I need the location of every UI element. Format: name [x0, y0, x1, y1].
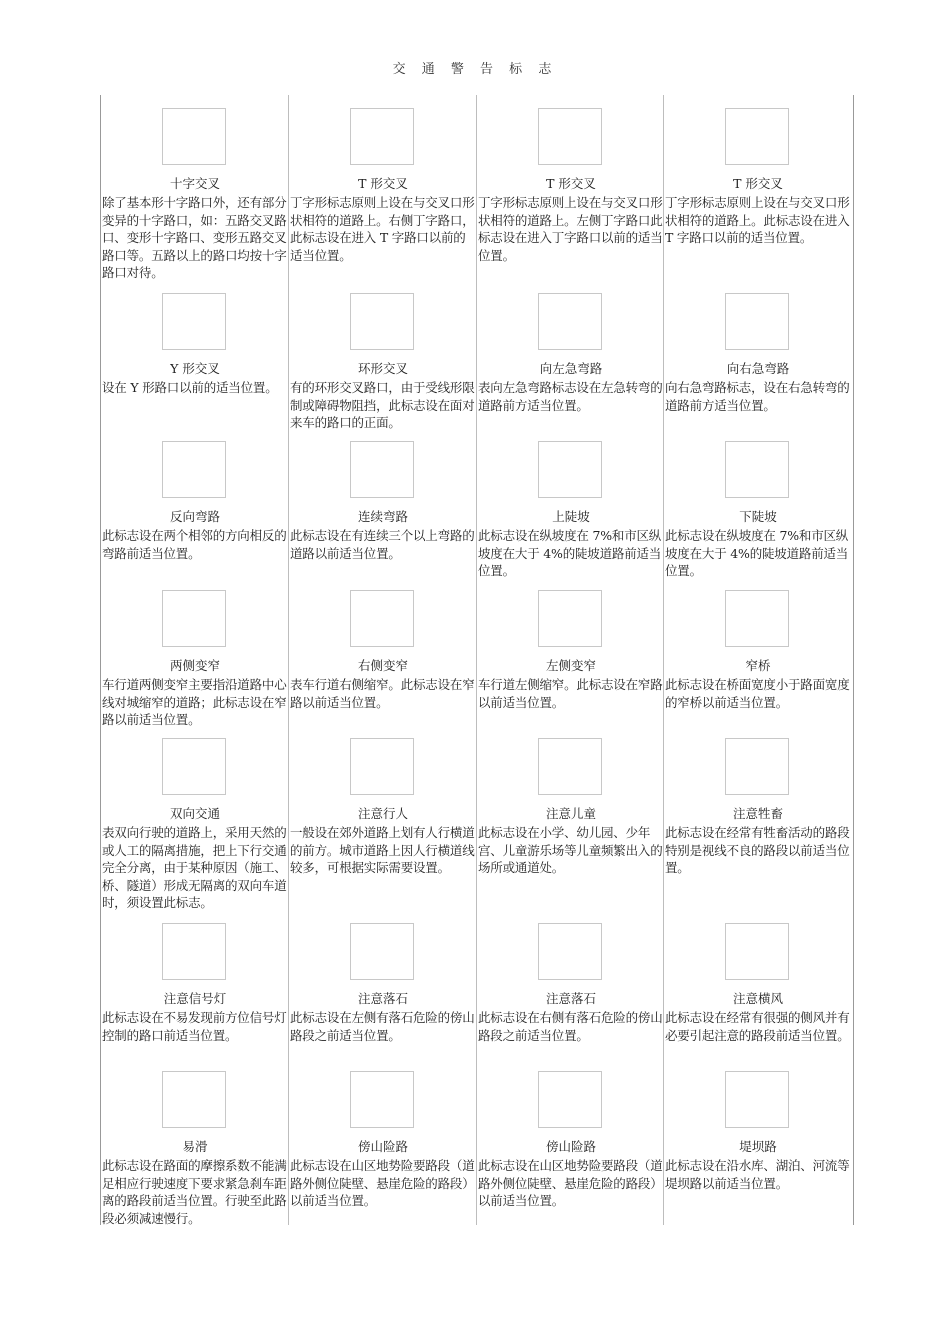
sign-image-placeholder — [350, 108, 414, 165]
sign-name: T 形交叉 — [733, 176, 783, 191]
sign-cell — [664, 433, 852, 603]
sign-cell — [477, 100, 665, 270]
sign-description: 一般设在郊外道路上划有人行横道的前方。城市道路上因人行横道线较多，可根据实际需要设置。 — [290, 825, 475, 876]
sign-image-placeholder — [538, 441, 602, 498]
sign-image-placeholder — [538, 923, 602, 980]
sign-description: 此标志设在经常有牲畜活动的路段特别是视线不良的路段以前适当位置。 — [665, 825, 850, 876]
sign-image-placeholder — [725, 108, 789, 165]
sign-cell — [101, 1063, 289, 1233]
sign-cell — [664, 915, 852, 1085]
sign-cell — [289, 1063, 477, 1233]
sign-cell — [477, 730, 665, 900]
sign-name: 窄桥 — [745, 658, 771, 673]
sign-image-placeholder — [162, 441, 226, 498]
sign-description: 向右急弯路标志，设在右急转弯的道路前方适当位置。 — [665, 380, 850, 413]
sign-cell — [664, 582, 852, 752]
sign-image-placeholder — [162, 738, 226, 795]
page-title: 交 通 警 告 标 志 — [392, 62, 558, 77]
sign-cell — [664, 1063, 852, 1233]
sign-description: 此标志设在两个相邻的方向相反的弯路前适当位置。 — [102, 528, 287, 561]
sign-image-placeholder — [350, 923, 414, 980]
sign-name: 注意信号灯 — [163, 991, 227, 1006]
sign-cell — [101, 730, 289, 911]
sign-description: 此标志设在桥面宽度小于路面宽度的窄桥以前适当位置。 — [665, 677, 850, 710]
sign-description: 有的环形交叉路口，由于受线形限制或障碍物阻挡，此标志设在面对来车的路口的正面。 — [290, 380, 475, 431]
sign-cell — [664, 730, 852, 900]
sign-cell — [289, 100, 477, 270]
sign-cell — [477, 285, 665, 455]
sign-cell — [289, 285, 477, 455]
sign-description: 此标志设在山区地势险要路段（道路外侧位陡壁、悬崖危险的路段）以前适当位置。 — [290, 1158, 475, 1209]
sign-name: 连续弯路 — [357, 509, 408, 524]
sign-image-placeholder — [538, 293, 602, 350]
sign-description: 此标志设在沿水库、湖泊、河流等堤坝路以前适当位置。 — [665, 1158, 850, 1191]
sign-name: 向右急弯路 — [726, 361, 790, 376]
sign-description: 表双向行驶的道路上，采用天然的或人工的隔离措施，把上下行交通完全分离，由于某种原因（施工、桥、隧道）形成无隔离的双向车道时，须设置此标志。 — [102, 825, 287, 911]
sign-image-placeholder — [162, 1071, 226, 1128]
sign-image-placeholder — [538, 1071, 602, 1128]
sign-image-placeholder — [162, 590, 226, 647]
sign-name: T 形交叉 — [546, 176, 596, 191]
sign-image-placeholder — [725, 1071, 789, 1128]
sign-name: 注意行人 — [357, 806, 408, 821]
sign-name: 傍山险路 — [357, 1139, 408, 1154]
sign-description: 此标志设在纵坡度在 7%和市区纵坡度在大于 4%的陡坡道路前适当位置。 — [478, 528, 662, 579]
sign-image-placeholder — [350, 590, 414, 647]
sign-image-placeholder — [350, 293, 414, 350]
sign-description: 此标志设在山区地势险要路段（道路外侧位陡壁、悬崖危险的路段）以前适当位置。 — [478, 1158, 663, 1209]
sign-image-placeholder — [725, 293, 789, 350]
sign-name: 双向交通 — [169, 806, 220, 821]
sign-name: 右侧变窄 — [357, 658, 408, 673]
sign-description: 车行道左侧缩窄。此标志设在窄路以前适当位置。 — [478, 677, 663, 710]
sign-description: 丁字形标志原则上设在与交叉口形状相符的道路上。右侧丁字路口，此标志设在进入 T 字路口以前的适当位置。 — [290, 195, 475, 263]
sign-cell — [101, 582, 289, 752]
sign-cell — [289, 582, 477, 752]
sign-description: 丁字形标志原则上设在与交叉口形状相符的道路上。左侧丁字路口此标志设在进入丁字路口以前的适当位置。 — [478, 195, 663, 263]
sign-cell — [477, 582, 665, 752]
sign-name: 向左急弯路 — [539, 361, 603, 376]
sign-description: 此标志设在路面的摩擦系数不能满足相应行驶速度下要求紧急刹车距离的路段前适当位置。行驶至此路段必须减速慢行。 — [102, 1158, 287, 1226]
sign-description: 设在 Y 形路口以前的适当位置。 — [102, 380, 278, 395]
sign-cell — [289, 730, 477, 900]
sign-cell — [101, 915, 289, 1085]
sign-description: 此标志设在右侧有落石危险的傍山路段之前适当位置。 — [478, 1010, 663, 1043]
sign-name: 注意牲畜 — [732, 806, 783, 821]
sign-image-placeholder — [538, 590, 602, 647]
sign-cell — [664, 285, 852, 455]
sign-name: 两侧变窄 — [169, 658, 220, 673]
sign-name: 注意落石 — [357, 991, 408, 1006]
sign-cell — [289, 915, 477, 1085]
sign-name: 堤坝路 — [739, 1139, 777, 1154]
sign-description: 此标志设在不易发现前方位信号灯控制的路口前适当位置。 — [102, 1010, 287, 1043]
sign-name: T 形交叉 — [358, 176, 408, 191]
sign-image-placeholder — [350, 441, 414, 498]
sign-image-placeholder — [162, 293, 226, 350]
sign-name: 注意儿童 — [545, 806, 596, 821]
sign-name: 环形交叉 — [357, 361, 408, 376]
sign-image-placeholder — [725, 441, 789, 498]
sign-description: 此标志设在小学、幼儿园、少年宫、儿童游乐场等儿童频繁出入的场所或通道处。 — [478, 825, 663, 876]
sign-cell — [101, 100, 289, 281]
sign-description: 丁字形标志原则上设在与交叉口形状相符的道路上。此标志设在进入 T 字路口以前的适当位置。 — [665, 195, 850, 246]
warning-signs-table — [100, 95, 854, 1225]
sign-name: Y 形交叉 — [170, 361, 220, 376]
sign-cell — [101, 285, 289, 455]
sign-image-placeholder — [725, 590, 789, 647]
sign-name: 十字交叉 — [169, 176, 220, 191]
sign-name: 反向弯路 — [169, 509, 220, 524]
sign-image-placeholder — [538, 108, 602, 165]
sign-name: 注意横风 — [732, 991, 783, 1006]
sign-name: 左侧变窄 — [545, 658, 596, 673]
sign-cell — [477, 1063, 665, 1233]
sign-name: 上陡坡 — [552, 509, 590, 524]
sign-description: 表向左急弯路标志设在左急转弯的道路前方适当位置。 — [478, 380, 663, 413]
sign-cell — [289, 433, 477, 603]
sign-description: 此标志设在左侧有落石危险的傍山路段之前适当位置。 — [290, 1010, 475, 1043]
sign-description: 此标志设在纵坡度在 7%和市区纵坡度在大于 4%的陡坡道路前适当位置。 — [665, 528, 849, 579]
sign-name: 易滑 — [182, 1139, 208, 1154]
sign-name: 下陡坡 — [739, 509, 777, 524]
sign-image-placeholder — [725, 923, 789, 980]
sign-name: 傍山险路 — [545, 1139, 596, 1154]
sign-cell — [477, 915, 665, 1085]
sign-image-placeholder — [350, 738, 414, 795]
sign-image-placeholder — [350, 1071, 414, 1128]
sign-description: 表车行道右侧缩窄。此标志设在窄路以前适当位置。 — [290, 677, 475, 710]
sign-description: 车行道两侧变窄主要指沿道路中心线对城缩窄的道路；此标志设在窄路以前适当位置。 — [102, 677, 287, 728]
sign-cell — [664, 100, 852, 270]
sign-image-placeholder — [725, 738, 789, 795]
sign-description: 此标志设在经常有很强的侧风并有必要引起注意的路段前适当位置。 — [665, 1010, 850, 1043]
sign-description: 除了基本形十字路口外，还有部分变异的十字路口，如：五路交叉路口、变形十字路口、变形五路交叉路口等。五路以上的路口均按十字路口对待。 — [102, 195, 287, 281]
sign-image-placeholder — [538, 738, 602, 795]
sign-cell — [477, 433, 665, 603]
sign-image-placeholder — [162, 108, 226, 165]
sign-description: 此标志设在有连续三个以上弯路的道路以前适当位置。 — [290, 528, 475, 561]
sign-name: 注意落石 — [545, 991, 596, 1006]
sign-cell — [101, 433, 289, 603]
sign-image-placeholder — [162, 923, 226, 980]
